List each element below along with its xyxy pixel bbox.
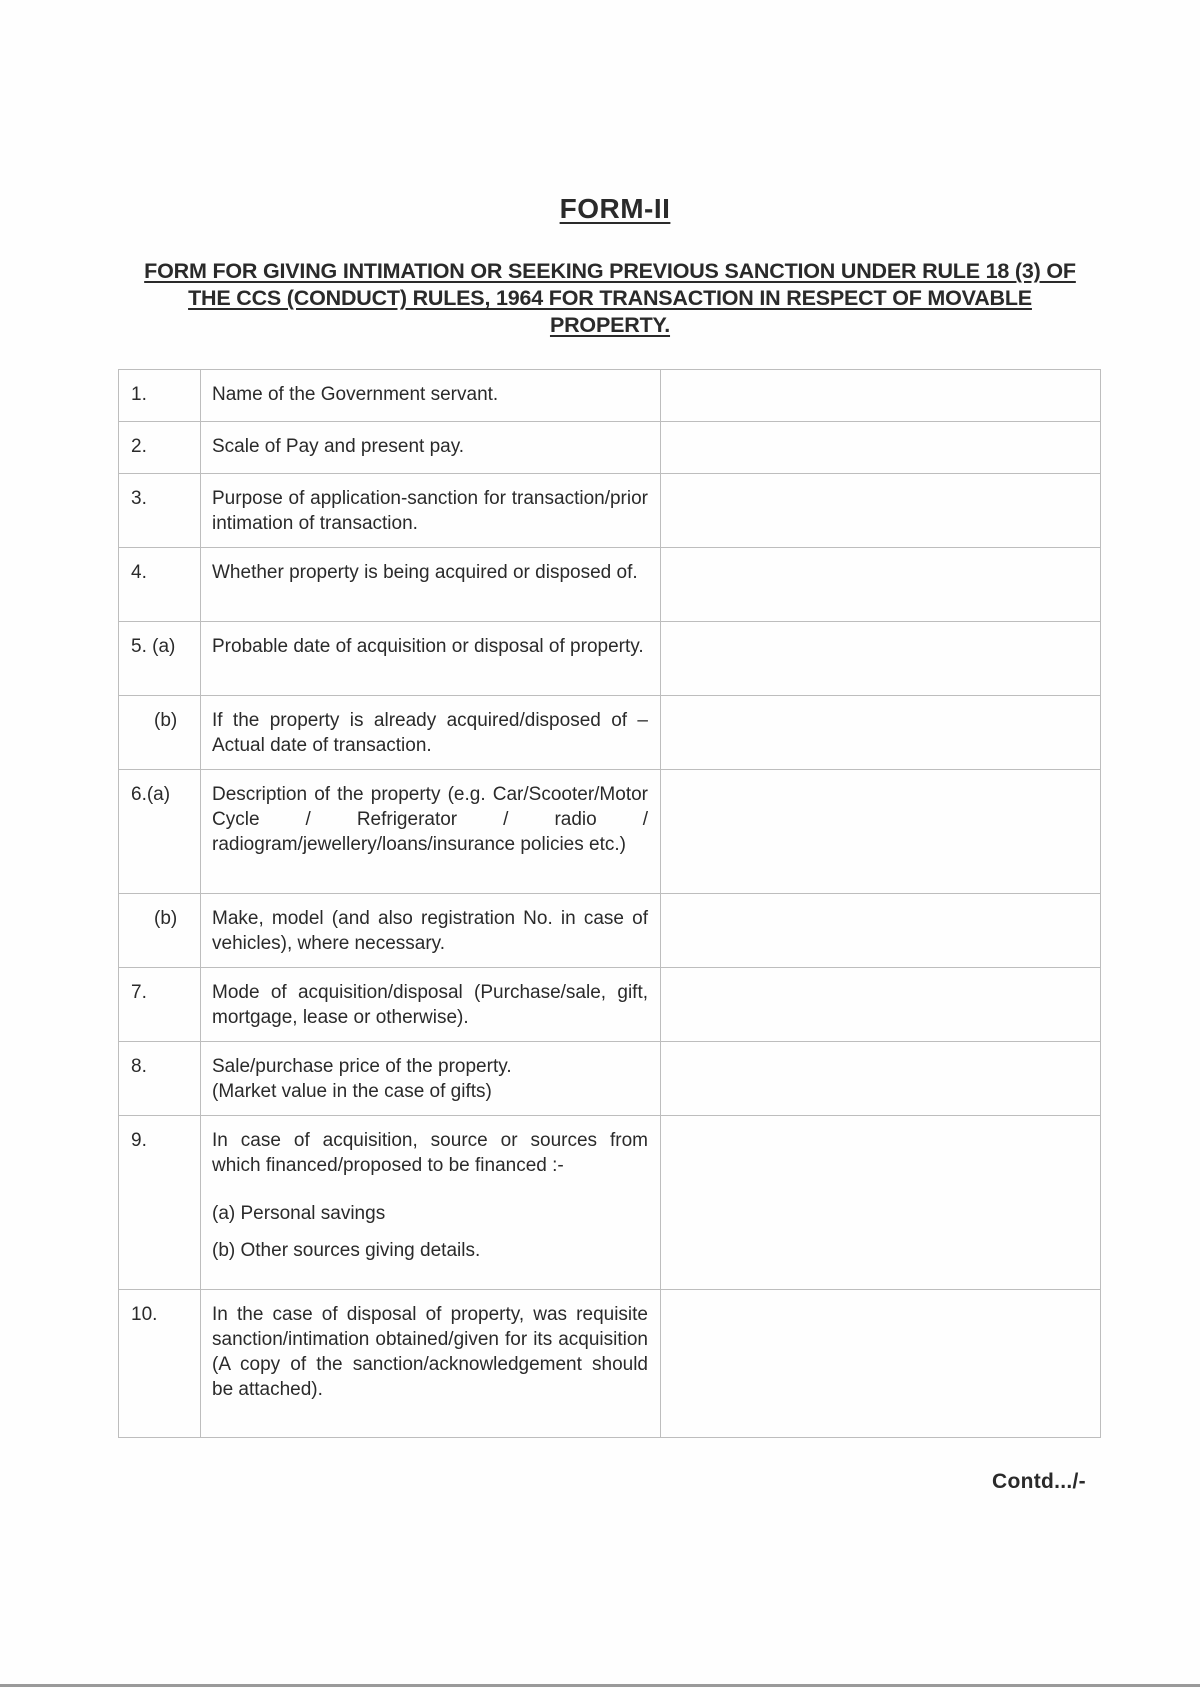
row-number: (b) [119, 894, 201, 968]
description-option-b: (b) Other sources giving details. [212, 1240, 481, 1261]
row-description [201, 1042, 661, 1116]
row-number: 6.(a) [119, 770, 201, 894]
form-row-9 [119, 1116, 1101, 1290]
form-title: FORM-II [559, 193, 671, 224]
sale-purchase-price-field[interactable] [661, 1042, 1101, 1116]
property-description-field[interactable] [661, 770, 1101, 894]
property-form-table [118, 369, 1101, 1438]
row-description [201, 548, 661, 622]
row-description [201, 474, 661, 548]
actual-date-field[interactable] [661, 696, 1101, 770]
description-option-a: (a) Personal savings [212, 1203, 386, 1224]
row-number: 10. [119, 1290, 201, 1438]
description-text: In the case of disposal of property, was requisite sanction/intimation obtained/given for its acquisition (A copy of the sanction/acknowledgement should be attached). [212, 1304, 648, 1400]
mode-of-acquisition-field[interactable] [661, 968, 1101, 1042]
description-text: In case of acquisition, source or sources from which financed/proposed to be financed :- [212, 1130, 648, 1176]
description-text: Whether property is being acquired or disposed of. [212, 562, 638, 583]
row-number: 1. [119, 370, 201, 422]
row-description [201, 1116, 661, 1290]
probable-date-field[interactable] [661, 622, 1101, 696]
description-text: If the property is already acquired/disposed of – Actual date of transaction. [212, 710, 648, 756]
scale-of-pay-field[interactable] [661, 422, 1101, 474]
row-description [201, 770, 661, 894]
government-servant-name-field[interactable] [661, 370, 1101, 422]
form-row-4 [119, 548, 1101, 622]
form-row-1 [119, 370, 1101, 422]
form-row-6a [119, 770, 1101, 894]
description-text: Sale/purchase price of the property. [212, 1056, 512, 1077]
make-model-field[interactable] [661, 894, 1101, 968]
form-row-8 [119, 1042, 1101, 1116]
row-number: 4. [119, 548, 201, 622]
disposal-sanction-field[interactable] [661, 1290, 1101, 1438]
row-description [201, 696, 661, 770]
form-row-5b [119, 696, 1101, 770]
acquired-or-disposed-field[interactable] [661, 548, 1101, 622]
row-description [201, 968, 661, 1042]
row-number: 7. [119, 968, 201, 1042]
description-text: Name of the Government servant. [212, 384, 499, 405]
row-number: 9. [119, 1116, 201, 1290]
description-text: Scale of Pay and present pay. [212, 436, 465, 457]
form-row-3 [119, 474, 1101, 548]
form-row-2 [119, 422, 1101, 474]
row-number: 3. [119, 474, 201, 548]
description-note: (Market value in the case of gifts) [212, 1081, 492, 1102]
row-number: (b) [119, 696, 201, 770]
form-row-10 [119, 1290, 1101, 1438]
form-subtitle: FORM FOR GIVING INTIMATION OR SEEKING PREVIOUS SANCTION UNDER RULE 18 (3) OF THE CCS (CONDUCT) RULES, 1964 FOR TRANSACTION IN RESPECT OF MOVABLE PROPERTY. [144, 259, 1076, 337]
continued-label: Contd.../- [992, 1470, 1086, 1493]
form-row-7 [119, 968, 1101, 1042]
row-description [201, 622, 661, 696]
form-row-6b [119, 894, 1101, 968]
description-text: Probable date of acquisition or disposal of property. [212, 636, 644, 657]
row-number: 5. (a) [119, 622, 201, 696]
source-of-finance-field[interactable] [661, 1116, 1101, 1290]
page-bottom-edge [0, 1684, 1200, 1687]
purpose-of-application-field[interactable] [661, 474, 1101, 548]
row-description [201, 422, 661, 474]
row-number: 8. [119, 1042, 201, 1116]
row-description [201, 370, 661, 422]
description-text: Mode of acquisition/disposal (Purchase/sale, gift, mortgage, lease or otherwise). [212, 982, 648, 1028]
description-text: Make, model (and also registration No. in case of vehicles), where necessary. [212, 908, 648, 954]
row-description [201, 894, 661, 968]
form-row-5a [119, 622, 1101, 696]
description-text: Description of the property (e.g. Car/Scooter/Motor Cycle / Refrigerator / radio / radiogram/jewellery/loans/insurance policies etc.) [212, 784, 648, 855]
row-description [201, 1290, 661, 1438]
row-number: 2. [119, 422, 201, 474]
description-text: Purpose of application-sanction for transaction/prior intimation of transaction. [212, 488, 648, 534]
